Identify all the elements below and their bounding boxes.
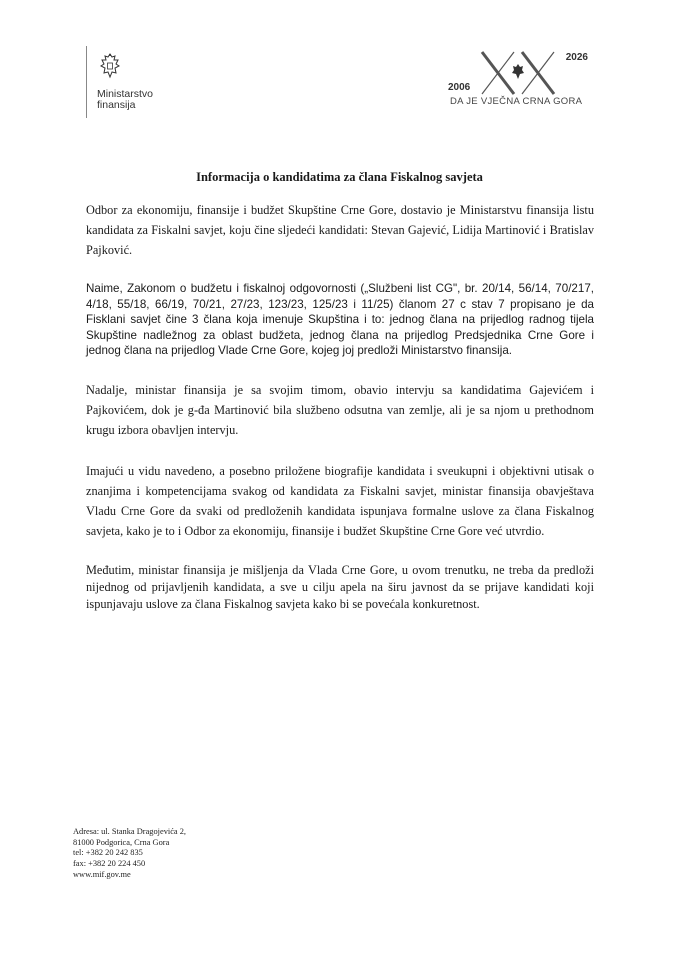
footer-fax: fax: +382 20 224 450 xyxy=(73,859,146,869)
paragraph-3: Nadalje, ministar finansija je sa svojim timom, obavio intervju sa kandidatima Gajevićem i Pajkovićem, dok je g-đa Martinović bila službeno odsutna van zemlje, ali je sa njom u prethodnom krugu izbora obavljen intervju. xyxy=(86,382,594,437)
jubilee-year-end: 2026 xyxy=(565,52,588,63)
ministry-name xyxy=(97,89,153,111)
paragraph-2: Naime, Zakonom o budžetu i fiskalnoj odgovornosti („Službeni list CG", br. 20/14, 56/14, 70/217, 4/18, 55/18, 66/19, 70/21, 27/23, 123/23, 125/23 i 11/25) članom 27 c stav 7 propisano je da Fisklani savjet čine 3 člana koja imenuje Skupština i to: jednog člana na prijedlog radnog tijela Skupštine nadležnog za oblast budžeta, jednog člana na prijedlog Predsjednika Crne Gore i jednog člana na prijedlog Vlade Crne Gore, kojeg joj predloži Ministarstvo finansija. xyxy=(86,282,594,357)
xx-jubilee-mark-icon xyxy=(478,50,558,96)
document-title: Informacija o kandidatima za člana Fiskalnog savjeta xyxy=(196,170,483,184)
jubilee-logo xyxy=(448,44,588,114)
footer-address-line-2: 81000 Podgorica, Crna Gora xyxy=(73,837,170,847)
ministry-line-2: finansija xyxy=(97,99,136,111)
footer-address-line-1: Adresa: ul. Stanka Dragojevića 2, xyxy=(73,827,187,836)
jubilee-year-start: 2006 xyxy=(448,82,471,93)
footer-tel: tel: +382 20 242 835 xyxy=(73,848,143,858)
jubilee-motto: DA JE VJEČNA CRNA GORA xyxy=(450,96,583,107)
paragraph-5: Međutim, ministar finansija je mišljenja da Vlada Crne Gore, u ovom trenutku, ne treba da predloži nijednog od prijavljenih kandidata, a sve u cilju apela na širu javnost da se prijave kandidati koji ispunjavaju uslove za člana Fiskalnog savjeta kako bi se povećala konkuretnost. xyxy=(86,562,594,611)
ministry-header xyxy=(86,46,153,118)
paragraph-1: Odbor za ekonomiju, finansije i budžet Skupštine Crne Gore, dostavio je Ministarstvu finansija listu kandidata za Fiskalni savjet, koju čine sljedeći kandidati: Stevan Gajević, Lidija Martinović i Bratislav Pajković. xyxy=(86,203,594,257)
ministry-line-1: Ministarstvo xyxy=(97,88,154,100)
footer-web[interactable]: www.mif.gov.me xyxy=(73,869,131,879)
contact-footer xyxy=(73,827,186,881)
document-body xyxy=(86,200,594,634)
paragraph-4: Imajući u vidu navedeno, a posebno priložene biografije kandidata i sveukupni i objektivni utisak o znanjima i kompetencijama svakog od kandidata za Fiskalni savjet, ministar finansija obavještava Vladu Crne Gore da svaki od predloženih kandidata ispunjava formalne uslove za člana Fiskalnog savjeta, kako je to i Odbor za ekonomiju, finansije i budžet Skupštine Crne Gore već utvrdio. xyxy=(86,463,594,538)
coat-of-arms-icon xyxy=(97,52,123,80)
